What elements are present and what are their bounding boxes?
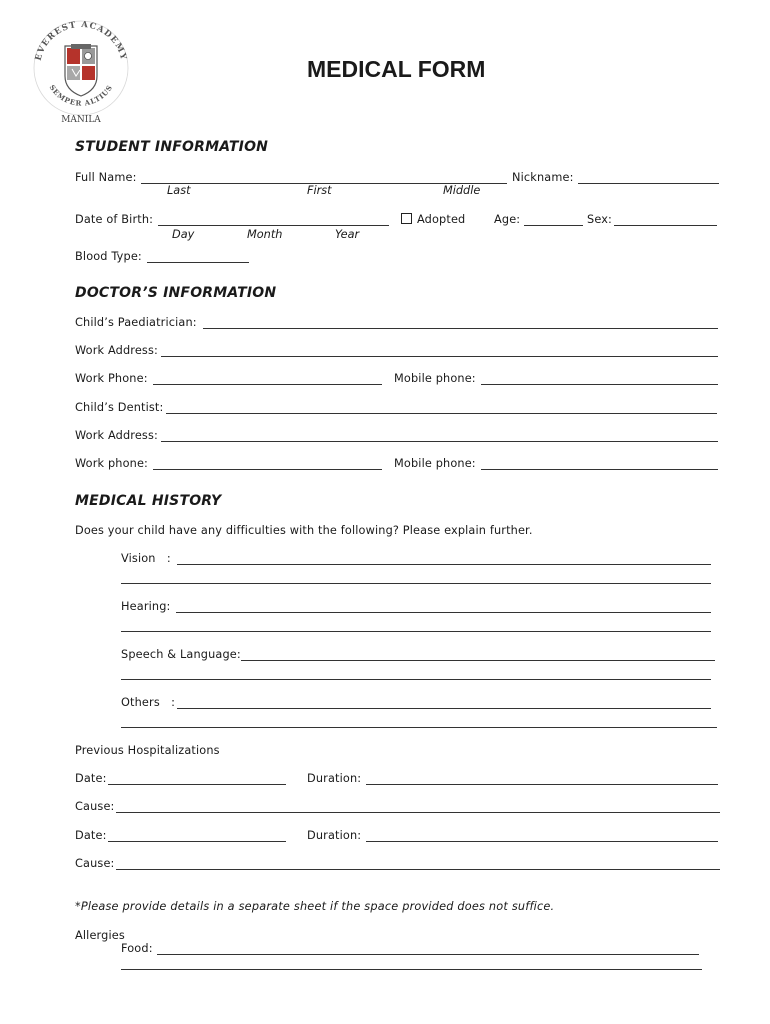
- paediatrician-line: [203, 328, 718, 329]
- dob-line: [158, 225, 389, 226]
- blood-type-label: Blood Type:: [75, 250, 142, 263]
- hosp-duration-line: [366, 784, 718, 785]
- work-address-field[interactable]: [161, 341, 718, 355]
- speech-label: Speech & Language:: [121, 648, 241, 661]
- svg-text:EVEREST ACADEMY: EVEREST ACADEMY: [32, 18, 130, 62]
- work-phone2-field[interactable]: [153, 454, 382, 468]
- others-line-2: [121, 727, 717, 728]
- work-address2-field[interactable]: [161, 426, 718, 440]
- blood-type-field[interactable]: [147, 247, 249, 261]
- hosp-cause-label: Cause:: [75, 800, 115, 813]
- age-line: [524, 225, 583, 226]
- hosp-cause-field[interactable]: [116, 797, 720, 811]
- hosp-duration-field[interactable]: [366, 769, 718, 783]
- food-line-1: [157, 954, 699, 955]
- sex-line: [614, 225, 717, 226]
- speech-field[interactable]: [241, 645, 715, 659]
- others-line-1: [177, 708, 711, 709]
- nickname-label: Nickname:: [512, 171, 574, 184]
- hosp-date2-label: Date:: [75, 829, 107, 842]
- hosp-duration-label: Duration:: [307, 772, 362, 785]
- food-label: Food:: [121, 942, 153, 955]
- mobile-phone2-label: Mobile phone:: [394, 457, 476, 470]
- hosp-date-field[interactable]: [108, 769, 286, 783]
- dob-part-day: Day: [172, 228, 195, 241]
- mobile-phone2-field[interactable]: [481, 454, 718, 468]
- age-field[interactable]: [524, 210, 583, 224]
- food-line-2: [121, 969, 702, 970]
- svg-text:SEMPER ALTIUS: SEMPER ALTIUS: [47, 83, 115, 108]
- hosp-cause2-field[interactable]: [116, 854, 720, 868]
- dentist-label: Child’s Dentist:: [75, 401, 164, 414]
- sex-label: Sex:: [587, 213, 613, 226]
- hearing-line-2: [121, 631, 711, 632]
- section-heading-student: STUDENT INFORMATION: [75, 139, 269, 155]
- name-part-last: Last: [167, 184, 191, 197]
- adopted-checkbox[interactable]: [401, 213, 412, 224]
- hosp-duration2-field[interactable]: [366, 826, 718, 840]
- name-part-first: First: [307, 184, 332, 197]
- others-field[interactable]: [177, 693, 711, 707]
- nickname-field[interactable]: [578, 168, 719, 182]
- logo-seal-icon: [28, 14, 134, 126]
- svg-text:MANILA: MANILA: [61, 115, 101, 125]
- hosp-date2-line: [108, 841, 286, 842]
- dob-part-year: Year: [335, 228, 360, 241]
- hearing-label: Hearing:: [121, 600, 171, 613]
- sex-field[interactable]: [614, 210, 717, 224]
- section-heading-doctor: DOCTOR’S INFORMATION: [75, 285, 277, 301]
- work-address-line: [161, 356, 718, 357]
- full-name-label: Full Name:: [75, 171, 137, 184]
- full-name-field[interactable]: [141, 168, 507, 182]
- work-phone2-label: Work phone:: [75, 457, 149, 470]
- work-phone-line: [153, 384, 382, 385]
- name-part-middle: Middle: [443, 184, 481, 197]
- hearing-line-1: [176, 612, 711, 613]
- hosp-date-line: [108, 784, 286, 785]
- paediatrician-field[interactable]: [203, 313, 718, 327]
- dob-label: Date of Birth:: [75, 213, 154, 226]
- hearing-field[interactable]: [176, 597, 711, 611]
- difficulties-question: Does your child have any difficulties with the following? Please explain further.: [75, 524, 533, 537]
- mobile-phone-line: [481, 384, 718, 385]
- vision-line-2: [121, 583, 711, 584]
- work-address-label: Work Address:: [75, 344, 158, 357]
- paediatrician-label: Child’s Paediatrician:: [75, 316, 197, 329]
- hospitalizations-label: Previous Hospitalizations: [75, 744, 220, 757]
- mobile-phone-field[interactable]: [481, 369, 718, 383]
- allergies-label: Allergies: [75, 929, 125, 942]
- dob-field[interactable]: [158, 210, 389, 224]
- speech-line-2: [121, 679, 711, 680]
- speech-line-1: [241, 660, 715, 661]
- dob-part-month: Month: [247, 228, 283, 241]
- details-note: *Please provide details in a separate sheet if the space provided does not suffice.: [75, 900, 555, 913]
- food-field[interactable]: [157, 939, 699, 953]
- dentist-field[interactable]: [166, 398, 717, 412]
- others-label: Others :: [121, 696, 176, 709]
- hosp-cause2-line: [116, 869, 720, 870]
- vision-label: Vision :: [121, 552, 171, 565]
- hosp-cause-line: [116, 812, 720, 813]
- page-title: MEDICAL FORM: [307, 56, 486, 82]
- hosp-cause2-label: Cause:: [75, 857, 115, 870]
- adopted-option[interactable]: [401, 213, 465, 226]
- mobile-phone-label: Mobile phone:: [394, 372, 476, 385]
- work-address2-label: Work Address:: [75, 429, 158, 442]
- age-label: Age:: [494, 213, 521, 226]
- blood-type-line: [147, 262, 249, 263]
- dentist-line: [166, 413, 717, 414]
- vision-field[interactable]: [177, 549, 711, 563]
- work-address2-line: [161, 441, 718, 442]
- school-logo: [28, 14, 134, 126]
- mobile-phone2-line: [481, 469, 718, 470]
- hosp-duration2-label: Duration:: [307, 829, 362, 842]
- work-phone-label: Work Phone:: [75, 372, 148, 385]
- vision-line-1: [177, 564, 711, 565]
- work-phone-field[interactable]: [153, 369, 382, 383]
- hosp-duration2-line: [366, 841, 718, 842]
- hosp-date-label: Date:: [75, 772, 107, 785]
- work-phone2-line: [153, 469, 382, 470]
- adopted-label: Adopted: [417, 213, 466, 226]
- hosp-date2-field[interactable]: [108, 826, 286, 840]
- nickname-line: [578, 183, 719, 184]
- section-heading-history: MEDICAL HISTORY: [75, 493, 222, 509]
